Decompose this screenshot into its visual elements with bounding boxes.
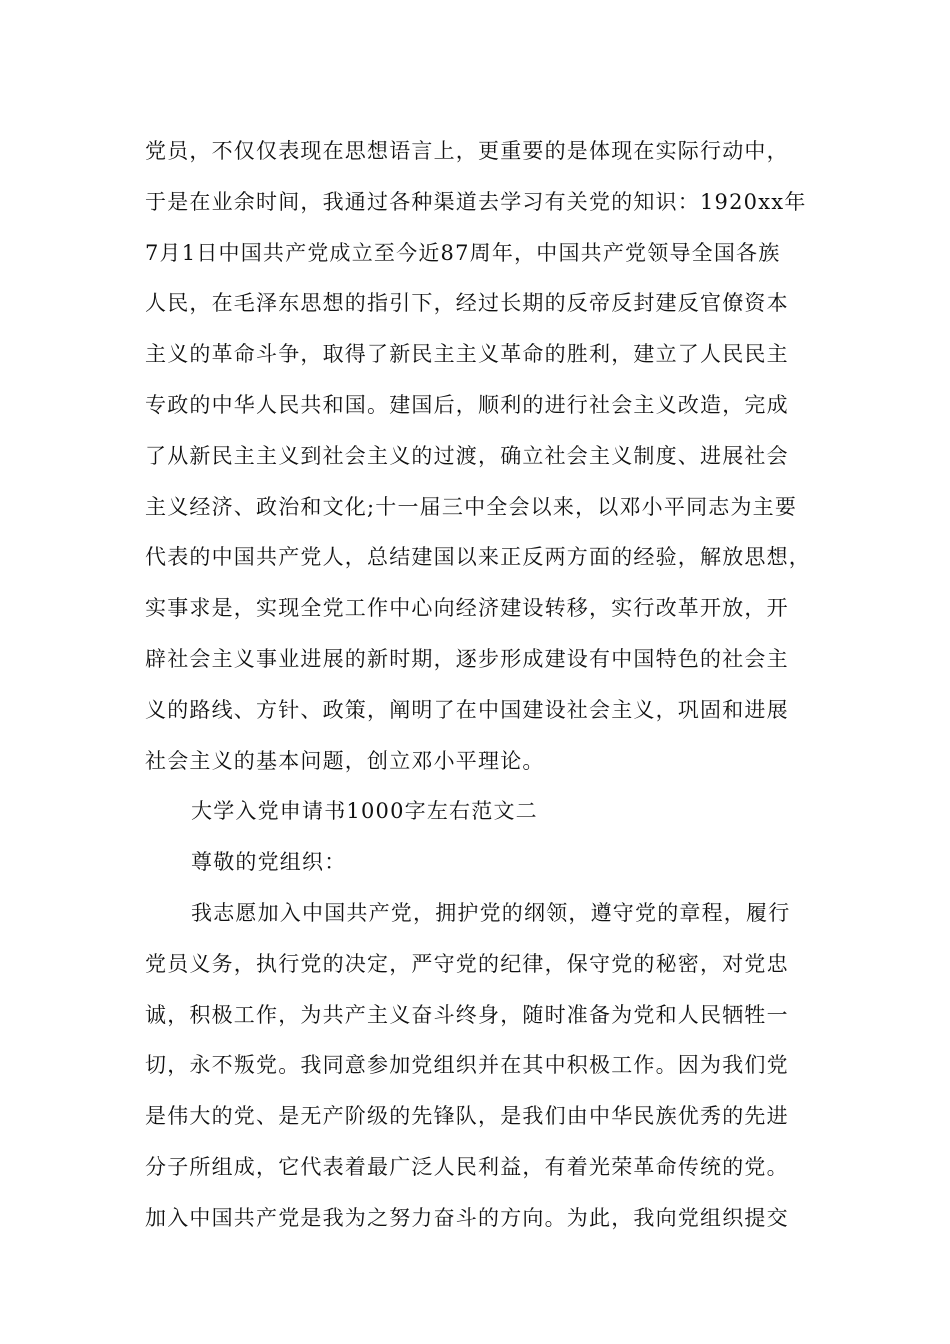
body-line: 人民，在毛泽东思想的指引下，经过长期的反帝反封建反官僚资本 <box>145 291 789 316</box>
body-line: 是伟大的党、是无产阶级的先锋队，是我们由中华民族优秀的先进 <box>145 1104 789 1129</box>
body-line: 主义经济、政治和文化;十一届三中全会以来，以邓小平同志为主要 <box>145 494 798 519</box>
body-line: 加入中国共产党是我为之努力奋斗的方向。为此，我向党组织提交 <box>145 1205 789 1230</box>
body-line: 7月1日中国共产党成立至今近87周年，中国共产党领导全国各族 <box>145 240 781 265</box>
body-line: 切，永不叛党。我同意参加党组织并在其中积极工作。因为我们党 <box>145 1053 789 1078</box>
body-line: 义的路线、方针、政策，阐明了在中国建设社会主义，巩固和进展 <box>145 697 789 722</box>
body-line: 诚，积极工作，为共产主义奋斗终身，随时准备为党和人民牺牲一 <box>145 1002 789 1027</box>
body-line: 专政的中华人民共和国。建国后，顺利的进行社会主义改造，完成 <box>145 392 789 417</box>
body-line: 了从新民主主义到社会主义的过渡，确立社会主义制度、进展社会 <box>145 443 789 468</box>
body-line: 我志愿加入中国共产党，拥护党的纲领，遵守党的章程，履行 <box>191 900 791 925</box>
body-line: 实事求是，实现全党工作中心向经济建设转移，实行改革开放，开 <box>145 596 789 621</box>
body-line: 于是在业余时间，我通过各种渠道去学习有关党的知识：1920xx年 <box>145 189 807 214</box>
body-line: 社会主义的基本问题，创立邓小平理论。 <box>145 748 545 773</box>
section-heading: 大学入党申请书1000字左右范文二 <box>191 799 538 824</box>
body-line: 分子所组成，它代表着最广泛人民利益，有着光荣革命传统的党。 <box>145 1154 789 1179</box>
document-body <box>145 126 815 1244</box>
body-line: 主义的革命斗争，取得了新民主主义革命的胜利，建立了人民民主 <box>145 342 789 367</box>
body-line: 党员义务，执行党的决定，严守党的纪律，保守党的秘密，对党忠 <box>145 951 789 976</box>
body-line: 辟社会主义事业进展的新时期，逐步形成建设有中国特色的社会主 <box>145 646 789 671</box>
body-line: 党员，不仅仅表现在思想语言上，更重要的是体现在实际行动中， <box>145 139 789 163</box>
body-line: 代表的中国共产党人，总结建国以来正反两方面的经验，解放思想， <box>145 545 811 570</box>
salutation: 尊敬的党组织： <box>191 850 347 875</box>
